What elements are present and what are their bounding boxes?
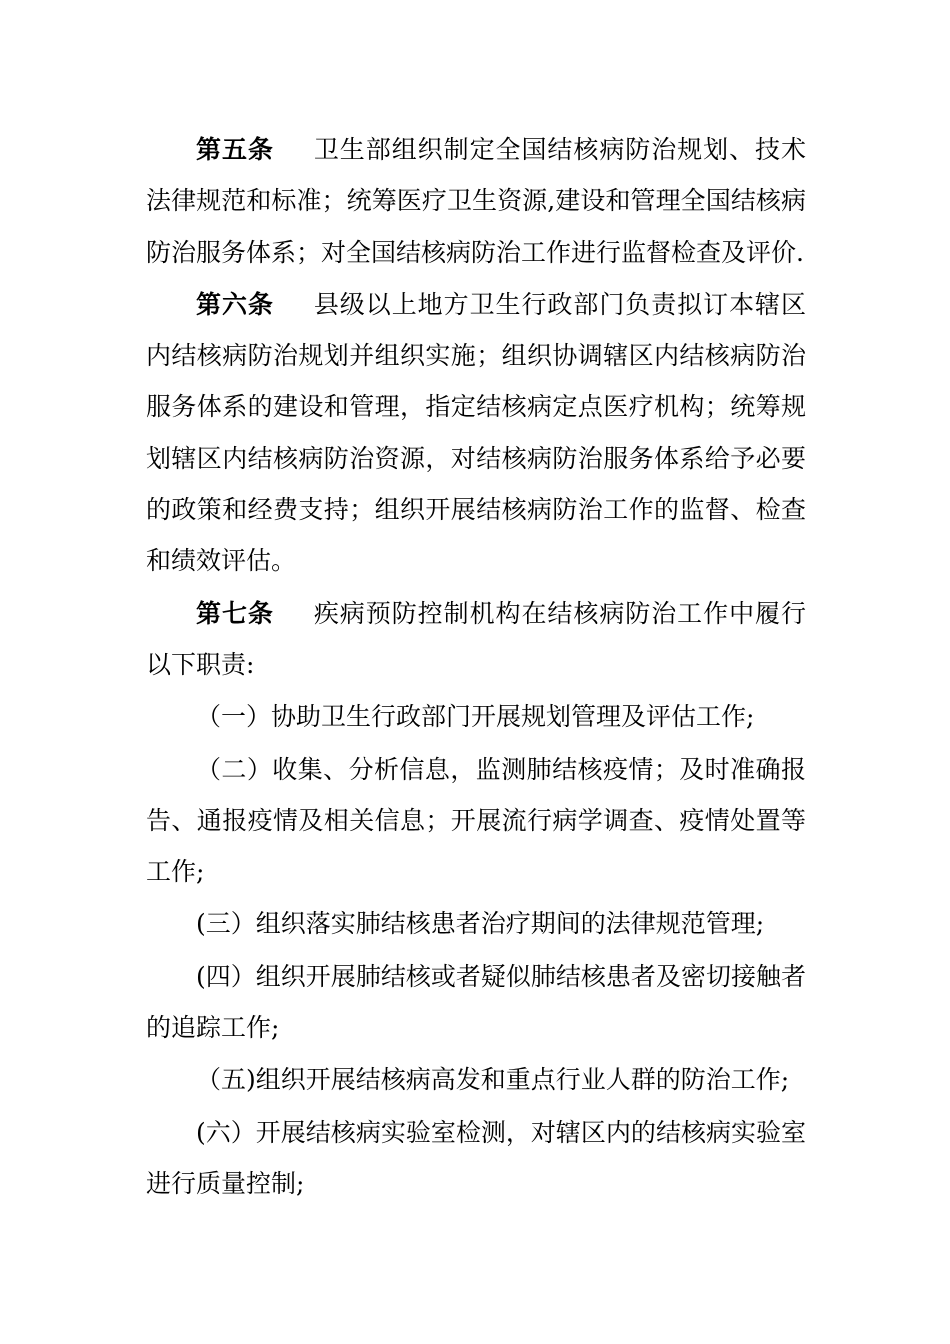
article-5 (146, 124, 806, 278)
article-number: 第五条 (196, 135, 274, 164)
article-number: 第七条 (196, 598, 274, 628)
list-item-6: (六）开展结核病实验室检测，对辖区内的结核病实验室进行质量控制; (146, 1117, 806, 1198)
article-number: 第六条 (196, 289, 274, 319)
document-body (146, 124, 806, 1210)
article-7 (146, 588, 806, 691)
article-text: 卫生部组织制定全国结核病防治规划、技术法律规范和标准；统筹医疗卫生资源,建设和管理全国结核病防治服务体系；对全国结核病防治工作进行监督检查及评价. (146, 135, 806, 267)
list-item-2: （二）收集、分析信息，监测肺结核疫情；及时准确报告、通报疫情及相关信息；开展流行病学调查、疫情处置等工作; (146, 754, 806, 887)
article-text: 疾病预防控制机构在结核病防治工作中履行以下职责: (146, 598, 806, 679)
list-item-3: (三）组织落实肺结核患者治疗期间的法律规范管理; (196, 909, 765, 939)
list-item-5: （五)组织开展结核病高发和重点行业人群的防治工作; (196, 1065, 790, 1095)
article-6 (146, 279, 806, 587)
list-item-4: (四）组织开展肺结核或者疑似肺结核患者及密切接触者的追踪工作; (146, 961, 806, 1043)
article-text: 县级以上地方卫生行政部门负责拟订本辖区内结核病防治规划并组织实施；组织协调辖区内结核病防治服务体系的建设和管理，指定结核病定点医疗机构；统筹规划辖区内结核病防治资源，对结核病防治服务体系给予必要的政策和经费支持；组织开展结核病防治工作的监督、检查和绩效评估。 (146, 289, 806, 576)
list-item-1: （一）协助卫生行政部门开展规划管理及评估工作; (196, 702, 755, 732)
